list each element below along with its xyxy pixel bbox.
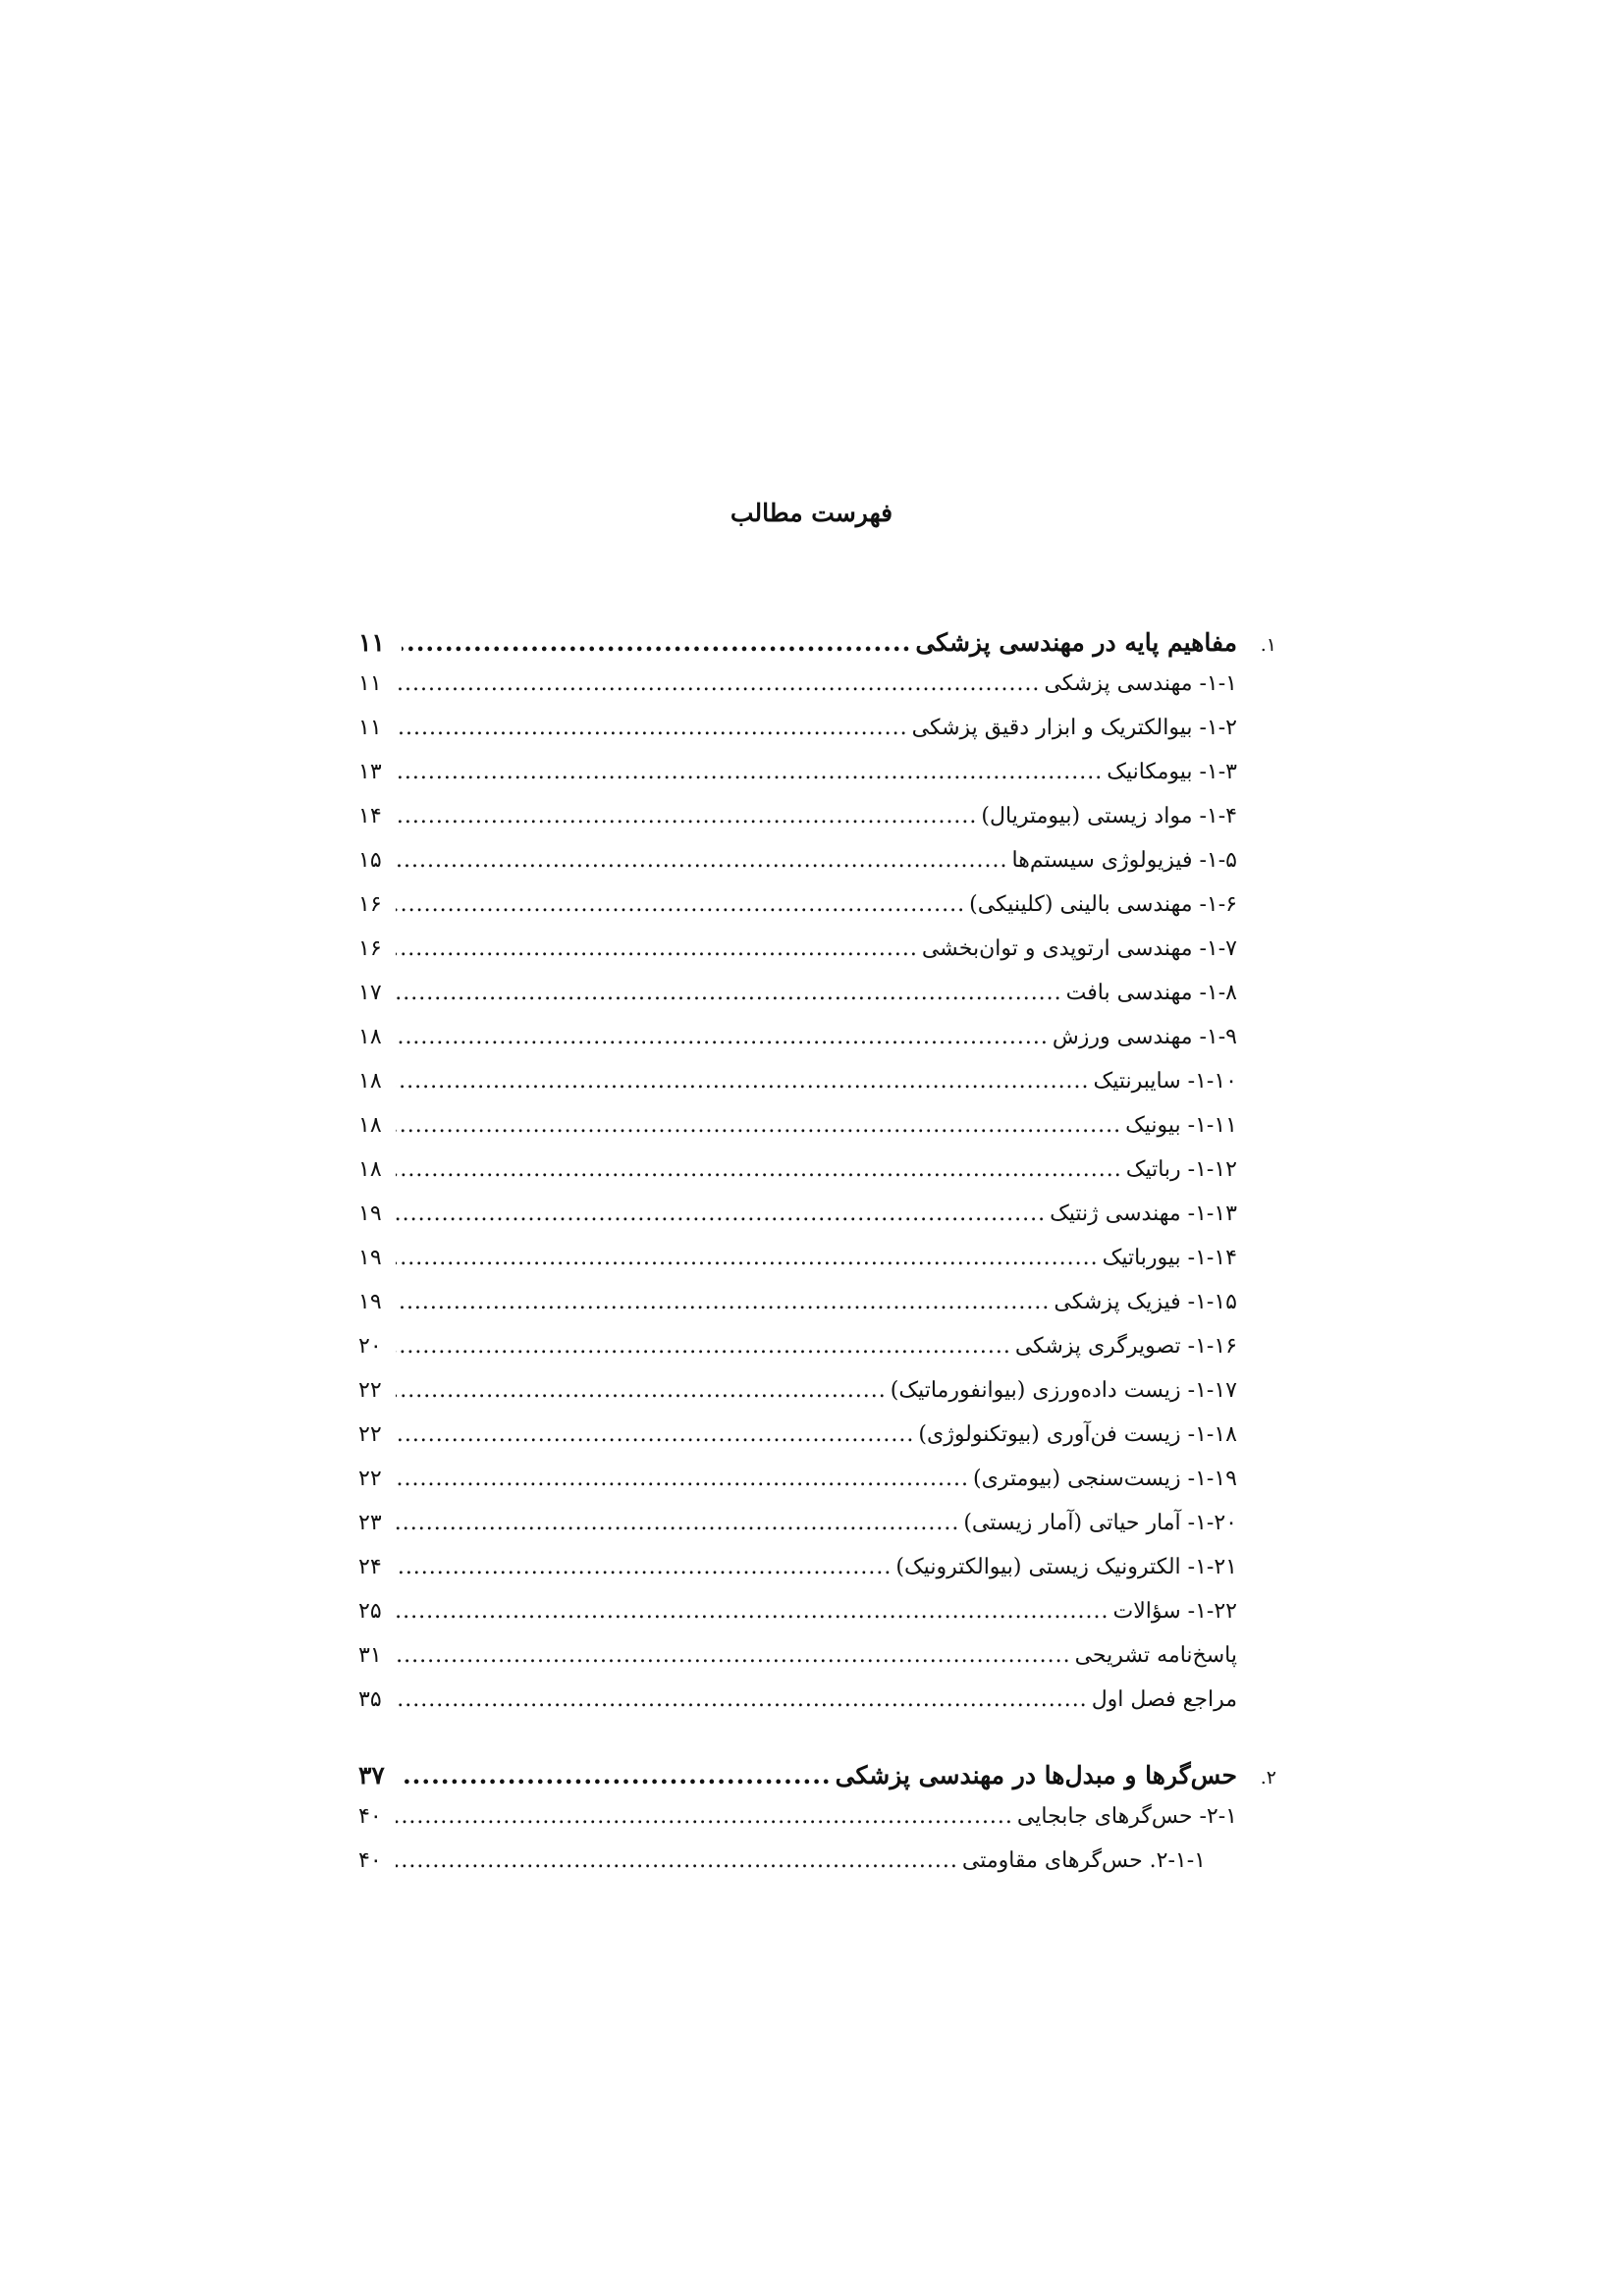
dot-leader [396, 1025, 1049, 1049]
toc-entry [358, 716, 1276, 760]
dot-leader [396, 936, 918, 961]
toc-entry-title: مراجع فصل اول [1091, 1687, 1237, 1712]
toc-entry [358, 1201, 1276, 1246]
toc-entry [358, 936, 1276, 981]
toc-entry-page-number: ۲۳ [358, 1511, 382, 1535]
dot-leader [396, 1201, 1046, 1226]
dot-leader [396, 1113, 1121, 1138]
toc-entry [358, 981, 1276, 1025]
chapter-heading [358, 628, 1276, 671]
toc-entry [358, 1511, 1276, 1555]
toc-entry-page-number: ۴۰ [358, 1804, 382, 1829]
toc-entry [358, 1555, 1276, 1599]
toc-entry [358, 1848, 1276, 1893]
toc-entry-title: ۱-۹- مهندسی ورزش [1052, 1025, 1237, 1049]
chapter-title: حس‌گرها و مبدل‌ها در مهندسی پزشکی [835, 1761, 1237, 1789]
toc-entry-page-number: ۳۱ [358, 1643, 382, 1668]
toc-entry-title: ۱-۸- مهندسی بافت [1065, 981, 1237, 1005]
toc-entry-page-number: ۱۸ [358, 1025, 382, 1049]
toc-entry-page-number: ۱۷ [358, 981, 382, 1005]
toc-entry [358, 1334, 1276, 1378]
chapter-heading [358, 1761, 1276, 1804]
dot-leader [396, 1069, 1090, 1094]
toc-entry-page-number: ۱۸ [358, 1113, 382, 1138]
toc-entry-title: ۱-۱۶- تصویرگری پزشکی [1014, 1334, 1237, 1359]
dot-leader [396, 1467, 969, 1491]
chapter-page-number: ۱۱ [358, 628, 385, 657]
toc-entry-page-number: ۱۹ [358, 1290, 382, 1314]
chapter-number: ۲. [1260, 1767, 1276, 1789]
toc-entry [358, 1069, 1276, 1113]
dot-leader [396, 1378, 887, 1403]
toc-entry-page-number: ۴۰ [358, 1848, 382, 1873]
dot-leader [396, 1246, 1099, 1270]
toc-entry-title: ۱-۱۱- بیونیک [1125, 1113, 1237, 1138]
toc-entry-page-number: ۲۲ [358, 1467, 382, 1491]
toc-entry-title: ۱-۲۱- الکترونیک زیستی (بیوالکترونیک) [895, 1555, 1237, 1579]
toc-entry-title: ۱-۲۰- آمار حیاتی (آمار زیستی) [963, 1511, 1237, 1535]
dot-leader [402, 628, 911, 657]
toc-entry-page-number: ۱۹ [358, 1246, 382, 1270]
toc-entry-title: ۱-۱۴- بیورباتیک [1102, 1246, 1237, 1270]
toc-entry-title: ۱-۱۵- فیزیک پزشکی [1054, 1290, 1237, 1314]
toc-entry-title: ۱-۱۰- سایبرنتیک [1093, 1069, 1237, 1094]
dot-leader [396, 1511, 959, 1535]
toc-entry-title: ۱-۶- مهندسی بالینی (کلینیکی) [969, 892, 1237, 917]
toc-entry [358, 1599, 1276, 1643]
toc-entry-page-number: ۱۴ [358, 804, 382, 828]
toc-entry-page-number: ۱۸ [358, 1157, 382, 1182]
dot-leader [396, 1643, 1071, 1668]
toc-entry-page-number: ۲۲ [358, 1378, 382, 1403]
toc-entry [358, 1378, 1276, 1422]
toc-entry [358, 760, 1276, 804]
toc-entry-title: ۱-۱۷- زیست داده‌ورزی (بیوانفورماتیک) [890, 1378, 1237, 1403]
toc-entry-page-number: ۱۹ [358, 1201, 382, 1226]
dot-leader [396, 716, 908, 740]
toc-entry-title: ۱-۳- بیومکانیک [1107, 760, 1237, 784]
toc-entry [358, 848, 1276, 892]
chapter-page-number: ۳۷ [358, 1761, 385, 1789]
toc-entry [358, 804, 1276, 848]
toc-entry-page-number: ۲۲ [358, 1422, 382, 1447]
dot-leader [396, 1687, 1088, 1712]
toc-entry-page-number: ۳۵ [358, 1687, 382, 1712]
toc-entry-page-number: ۱۶ [358, 936, 382, 961]
toc-entry-page-number: ۲۵ [358, 1599, 382, 1624]
toc-entry [358, 1113, 1276, 1157]
toc-entry [358, 1467, 1276, 1511]
dot-leader [396, 760, 1103, 784]
toc-entry [358, 1687, 1276, 1732]
toc-entry-title: ۱-۴- مواد زیستی (بیومتریال) [981, 804, 1237, 828]
toc-entry-title: ۱-۱۹- زیست‌سنجی (بیومتری) [973, 1467, 1237, 1491]
chapter-title: مفاهیم پایه در مهندسی پزشکی [915, 628, 1237, 657]
dot-leader [396, 1157, 1122, 1182]
toc-entry-page-number: ۱۵ [358, 848, 382, 873]
toc-entry [358, 1422, 1276, 1467]
toc-entry-title: ۱-۵- فیزیولوژی سیستم‌ها [1011, 848, 1237, 873]
dot-leader [396, 1290, 1050, 1314]
toc-entry-page-number: ۱۳ [358, 760, 382, 784]
toc-entry-page-number: ۲۰ [358, 1334, 382, 1359]
dot-leader [396, 671, 1040, 696]
toc-entry [358, 1643, 1276, 1687]
toc-entry-title: ۱-۱۸- زیست فن‌آوری (بیوتکنولوژی) [918, 1422, 1237, 1447]
toc-entry-page-number: ۱۱ [358, 716, 382, 740]
dot-leader [402, 1761, 832, 1789]
toc-title: فهرست مطالب [730, 499, 893, 527]
toc-entry [358, 1290, 1276, 1334]
dot-leader [396, 848, 1008, 873]
toc-entry-title: ۱-۷- مهندسی ارتوپدی و توان‌بخشی [921, 936, 1237, 961]
toc-entry [358, 1025, 1276, 1069]
toc-entry [358, 671, 1276, 716]
dot-leader [396, 1555, 892, 1579]
toc-entry-page-number: ۱۶ [358, 892, 382, 917]
toc-entry-title: ۲-۱-۱. حس‌گرهای مقاومتی [961, 1848, 1206, 1873]
chapter-number: ۱. [1260, 634, 1276, 656]
dot-leader [396, 892, 965, 917]
toc-list [358, 628, 1276, 1893]
toc-entry-title: ۲-۱- حس‌گرهای جابجایی [1016, 1804, 1237, 1829]
toc-entry-title: ۱-۱۲- رباتیک [1125, 1157, 1237, 1182]
toc-entry-page-number: ۲۴ [358, 1555, 382, 1579]
toc-entry [358, 892, 1276, 936]
toc-entry [358, 1804, 1276, 1848]
toc-entry-page-number: ۱۸ [358, 1069, 382, 1094]
toc-entry-title: ۱-۲- بیوالکتریک و ابزار دقیق پزشکی [911, 716, 1237, 740]
dot-leader [396, 1422, 914, 1447]
toc-entry [358, 1157, 1276, 1201]
toc-entry-page-number: ۱۱ [358, 671, 382, 696]
toc-entry-title: ۱-۲۲- سؤالات [1112, 1599, 1237, 1624]
toc-entry-title: پاسخ‌نامه تشریحی [1074, 1643, 1237, 1668]
dot-leader [396, 1334, 1011, 1359]
dot-leader [396, 1804, 1013, 1829]
dot-leader [396, 981, 1062, 1005]
dot-leader [396, 1599, 1109, 1624]
toc-entry [358, 1246, 1276, 1290]
dot-leader [396, 804, 977, 828]
dot-leader [396, 1848, 958, 1873]
toc-entry-title: ۱-۱- مهندسی پزشکی [1044, 671, 1237, 696]
toc-entry-title: ۱-۱۳- مهندسی ژنتیک [1050, 1201, 1237, 1226]
